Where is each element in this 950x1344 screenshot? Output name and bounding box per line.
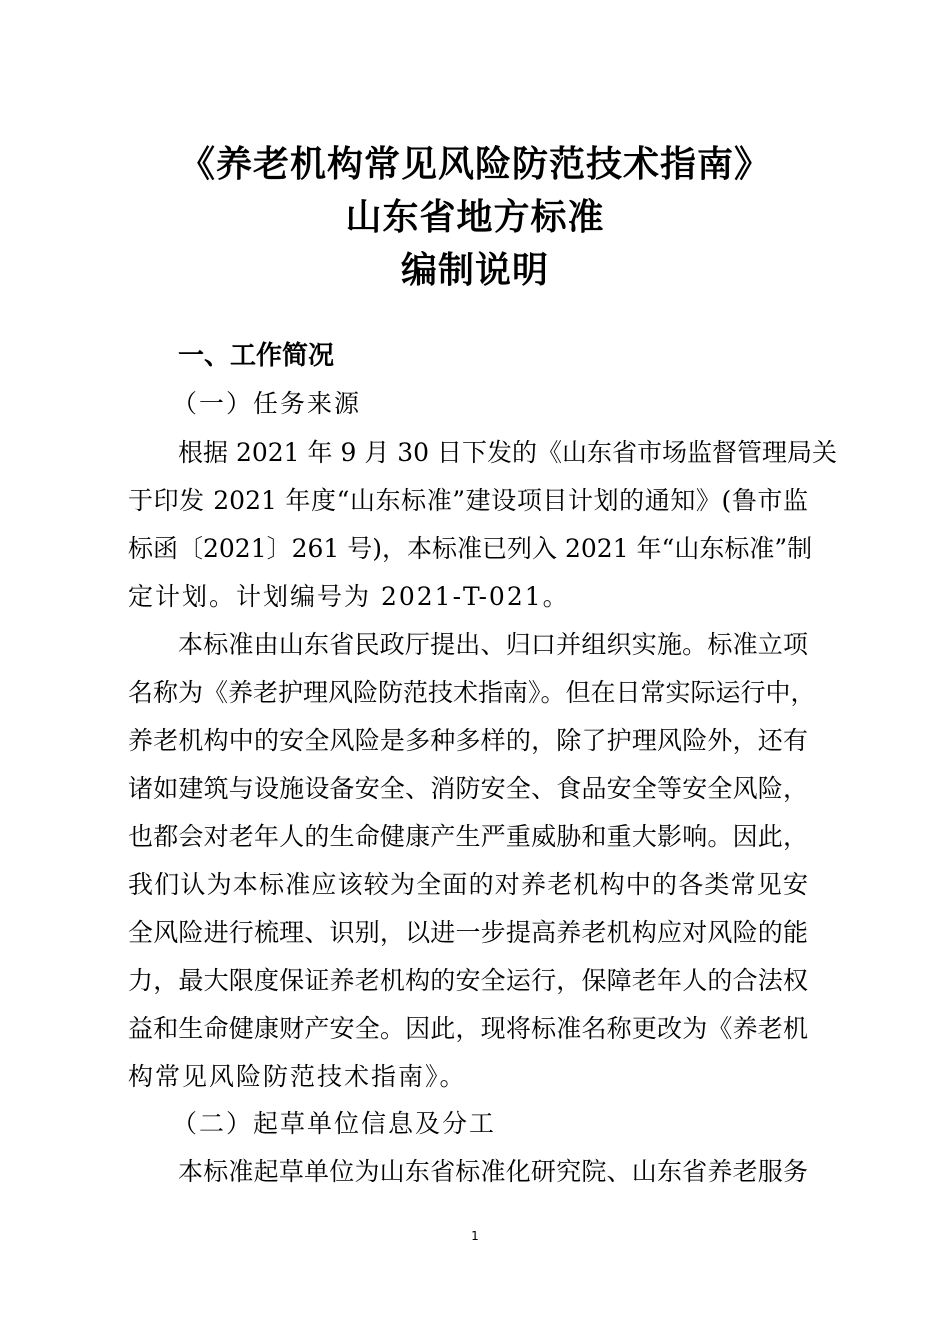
paragraph-line: 本标准起草单位为山东省标准化研究院、山东省养老服务 [178, 1157, 808, 1186]
paragraph-line: 本标准由山东省民政厅提出、归口并组织实施。标准立项 [178, 630, 808, 659]
title-line-2: 山东省地方标准 [345, 196, 605, 238]
paragraph-line: 我们认为本标准应该较为全面的对养老机构中的各类常见安 [128, 870, 808, 899]
paragraph-line: 于印发 2021 年度“山东标准”建设项目计划的通知》(鲁市监 [128, 486, 808, 515]
paragraph-line: 标函〔2021〕261 号)，本标准已列入 2021 年“山东标准”制 [128, 534, 813, 563]
subsection-heading-drafting-units: （二）起草单位信息及分工 [172, 1109, 497, 1138]
paragraph-line: 根据 2021 年 9 月 30 日下发的《山东省市场监督管理局关 [178, 438, 838, 467]
paragraph-line: 也都会对老年人的生命健康产生严重威胁和重大影响。因此， [128, 822, 808, 851]
document-title [0, 138, 950, 297]
page-number: 1 [471, 1229, 479, 1243]
paragraph-line: 全风险进行梳理、识别，以进一步提高养老机构应对风险的能 [128, 918, 808, 947]
paragraph-line: 益和生命健康财产安全。因此，现将标准名称更改为《养老机 [128, 1014, 808, 1043]
paragraph-line: 名称为《养老护理风险防范技术指南》。但在日常实际运行中， [128, 678, 816, 707]
subsection-heading-task-source: （一）任务来源 [172, 389, 362, 418]
title-line-1: 《养老机构常见风险防范技术指南》 [178, 143, 771, 185]
title-line-3: 编制说明 [400, 249, 549, 291]
section-heading-work-overview: 一、工作简况 [178, 341, 335, 371]
paragraph-line: 诸如建筑与设施设备安全、消防安全、食品安全等安全风险， [128, 774, 808, 803]
paragraph-line: 构常见风险防范技术指南》。 [128, 1062, 467, 1091]
paragraph-line: 养老机构中的安全风险是多种多样的，除了护理风险外，还有 [128, 726, 808, 755]
paragraph-line: 定计划。计划编号为 2021-T-021。 [128, 582, 570, 611]
paragraph-line: 力，最大限度保证养老机构的安全运行，保障老年人的合法权 [128, 966, 808, 995]
